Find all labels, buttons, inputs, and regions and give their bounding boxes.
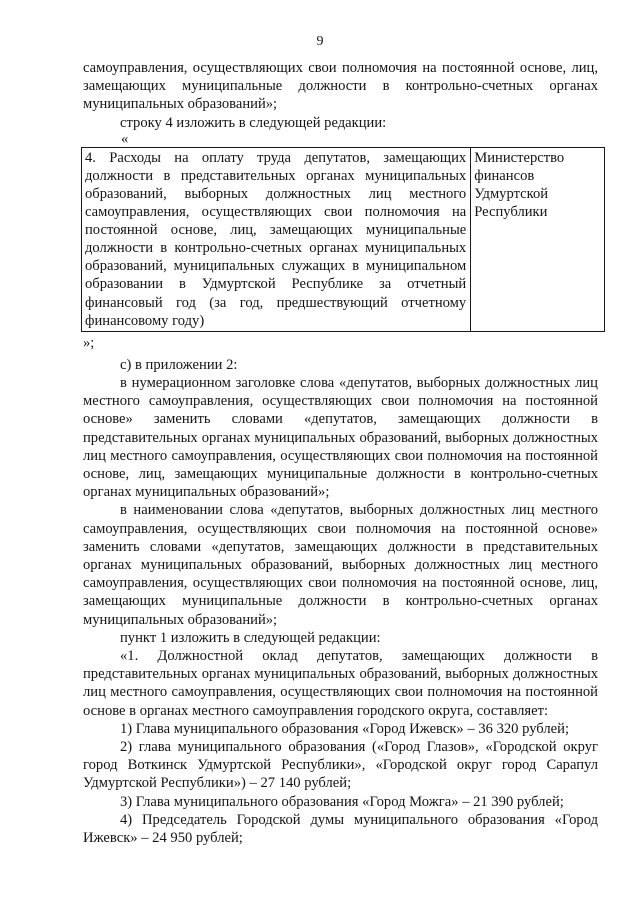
- table-org-cell: [471, 147, 605, 331]
- section-c-heading: с) в приложении 2:: [120, 356, 238, 373]
- list-item: 1) Глава муниципального образования «Город Ижевск» – 36 320 рублей;: [120, 720, 569, 737]
- point1-text: «1. Должностной оклад депутатов, замещающих должности в представительных органах муниципальных образований, выборных должностных лиц местного самоуправления, осуществляющих свои полномочия на постоянной основе в органах местного самоуправления городского округа, составляет:: [83, 648, 598, 719]
- list-item: 4) Председатель Городской думы муниципального образования «Город Ижевск» – 24 950 рублей;: [83, 811, 598, 847]
- table-item-cell: [82, 147, 471, 331]
- document-body: [83, 59, 598, 847]
- row4-instruction: строку 4 изложить в следующей редакции:: [120, 114, 387, 131]
- list-item: 2) глава муниципального образования («Город Глазов», «Городской округ город Воткинск Удмуртской Республики», «Городской округ город Сарапул Удмуртской Республики») – 27 140 рублей;: [83, 739, 598, 792]
- list-item: 3) Глава муниципального образования «Город Можга» – 21 390 рублей;: [120, 793, 564, 810]
- amendment-table: [81, 147, 605, 332]
- point1-instruction: пункт 1 изложить в следующей редакции:: [120, 629, 381, 646]
- page-number: 9: [316, 34, 324, 49]
- table-row: [82, 147, 605, 331]
- paragraph-numbered-heading: в нумерационном заголовке слова «депутатов, выборных должностных лиц местного самоуправления, осуществляющих свои полномочия на постоянной основе» заменить словами «депутатов, замещающих должности в представительных органах муниципальных образований, выборных должностных лиц местного самоуправления, осуществляющих свои полномочия на постоянной основе, лиц, замещающих муниципальные должности в контрольно-счетных органах муниципальных образований»;: [83, 374, 598, 501]
- paragraph-name: в наименовании слова «депутатов, выборных должностных лиц местного самоуправления, осуществляющих свои полномочия на постоянной основе» заменить словами «депутатов, замещающих должности в представительных органах муниципальных образований, выборных должностных лиц местного самоуправления, осуществляющих свои полномочия на постоянной основе, лиц, замещающих муниципальные должности в контрольно-счетных органах муниципальных образований»;: [83, 502, 598, 628]
- close-quote: »;: [83, 334, 95, 351]
- table-org-text: Министерство финансов Удмуртской Республики: [474, 149, 565, 221]
- intro-paragraph: самоуправления, осуществляющих свои полномочия на постоянной основе, лиц, замещающих муниципальные должности в контрольно-счетных органах муниципальных образований»;: [83, 60, 598, 113]
- open-quote: «: [121, 130, 129, 147]
- table-item-text: 4. Расходы на оплату труда депутатов, замещающих должности в представительных органах муниципальных образований, выборных должностных лиц местного самоуправления, осуществляющих свои полномочия на постоянной основе, лиц, замещающих муниципальные должности в контрольно-счетных органах муниципальных образований, муниципальных служащих в муниципальном образовании в Удмуртской Республике за отчетный финансовый год (за год, предшествующий отчетному финансовому году): [85, 149, 467, 329]
